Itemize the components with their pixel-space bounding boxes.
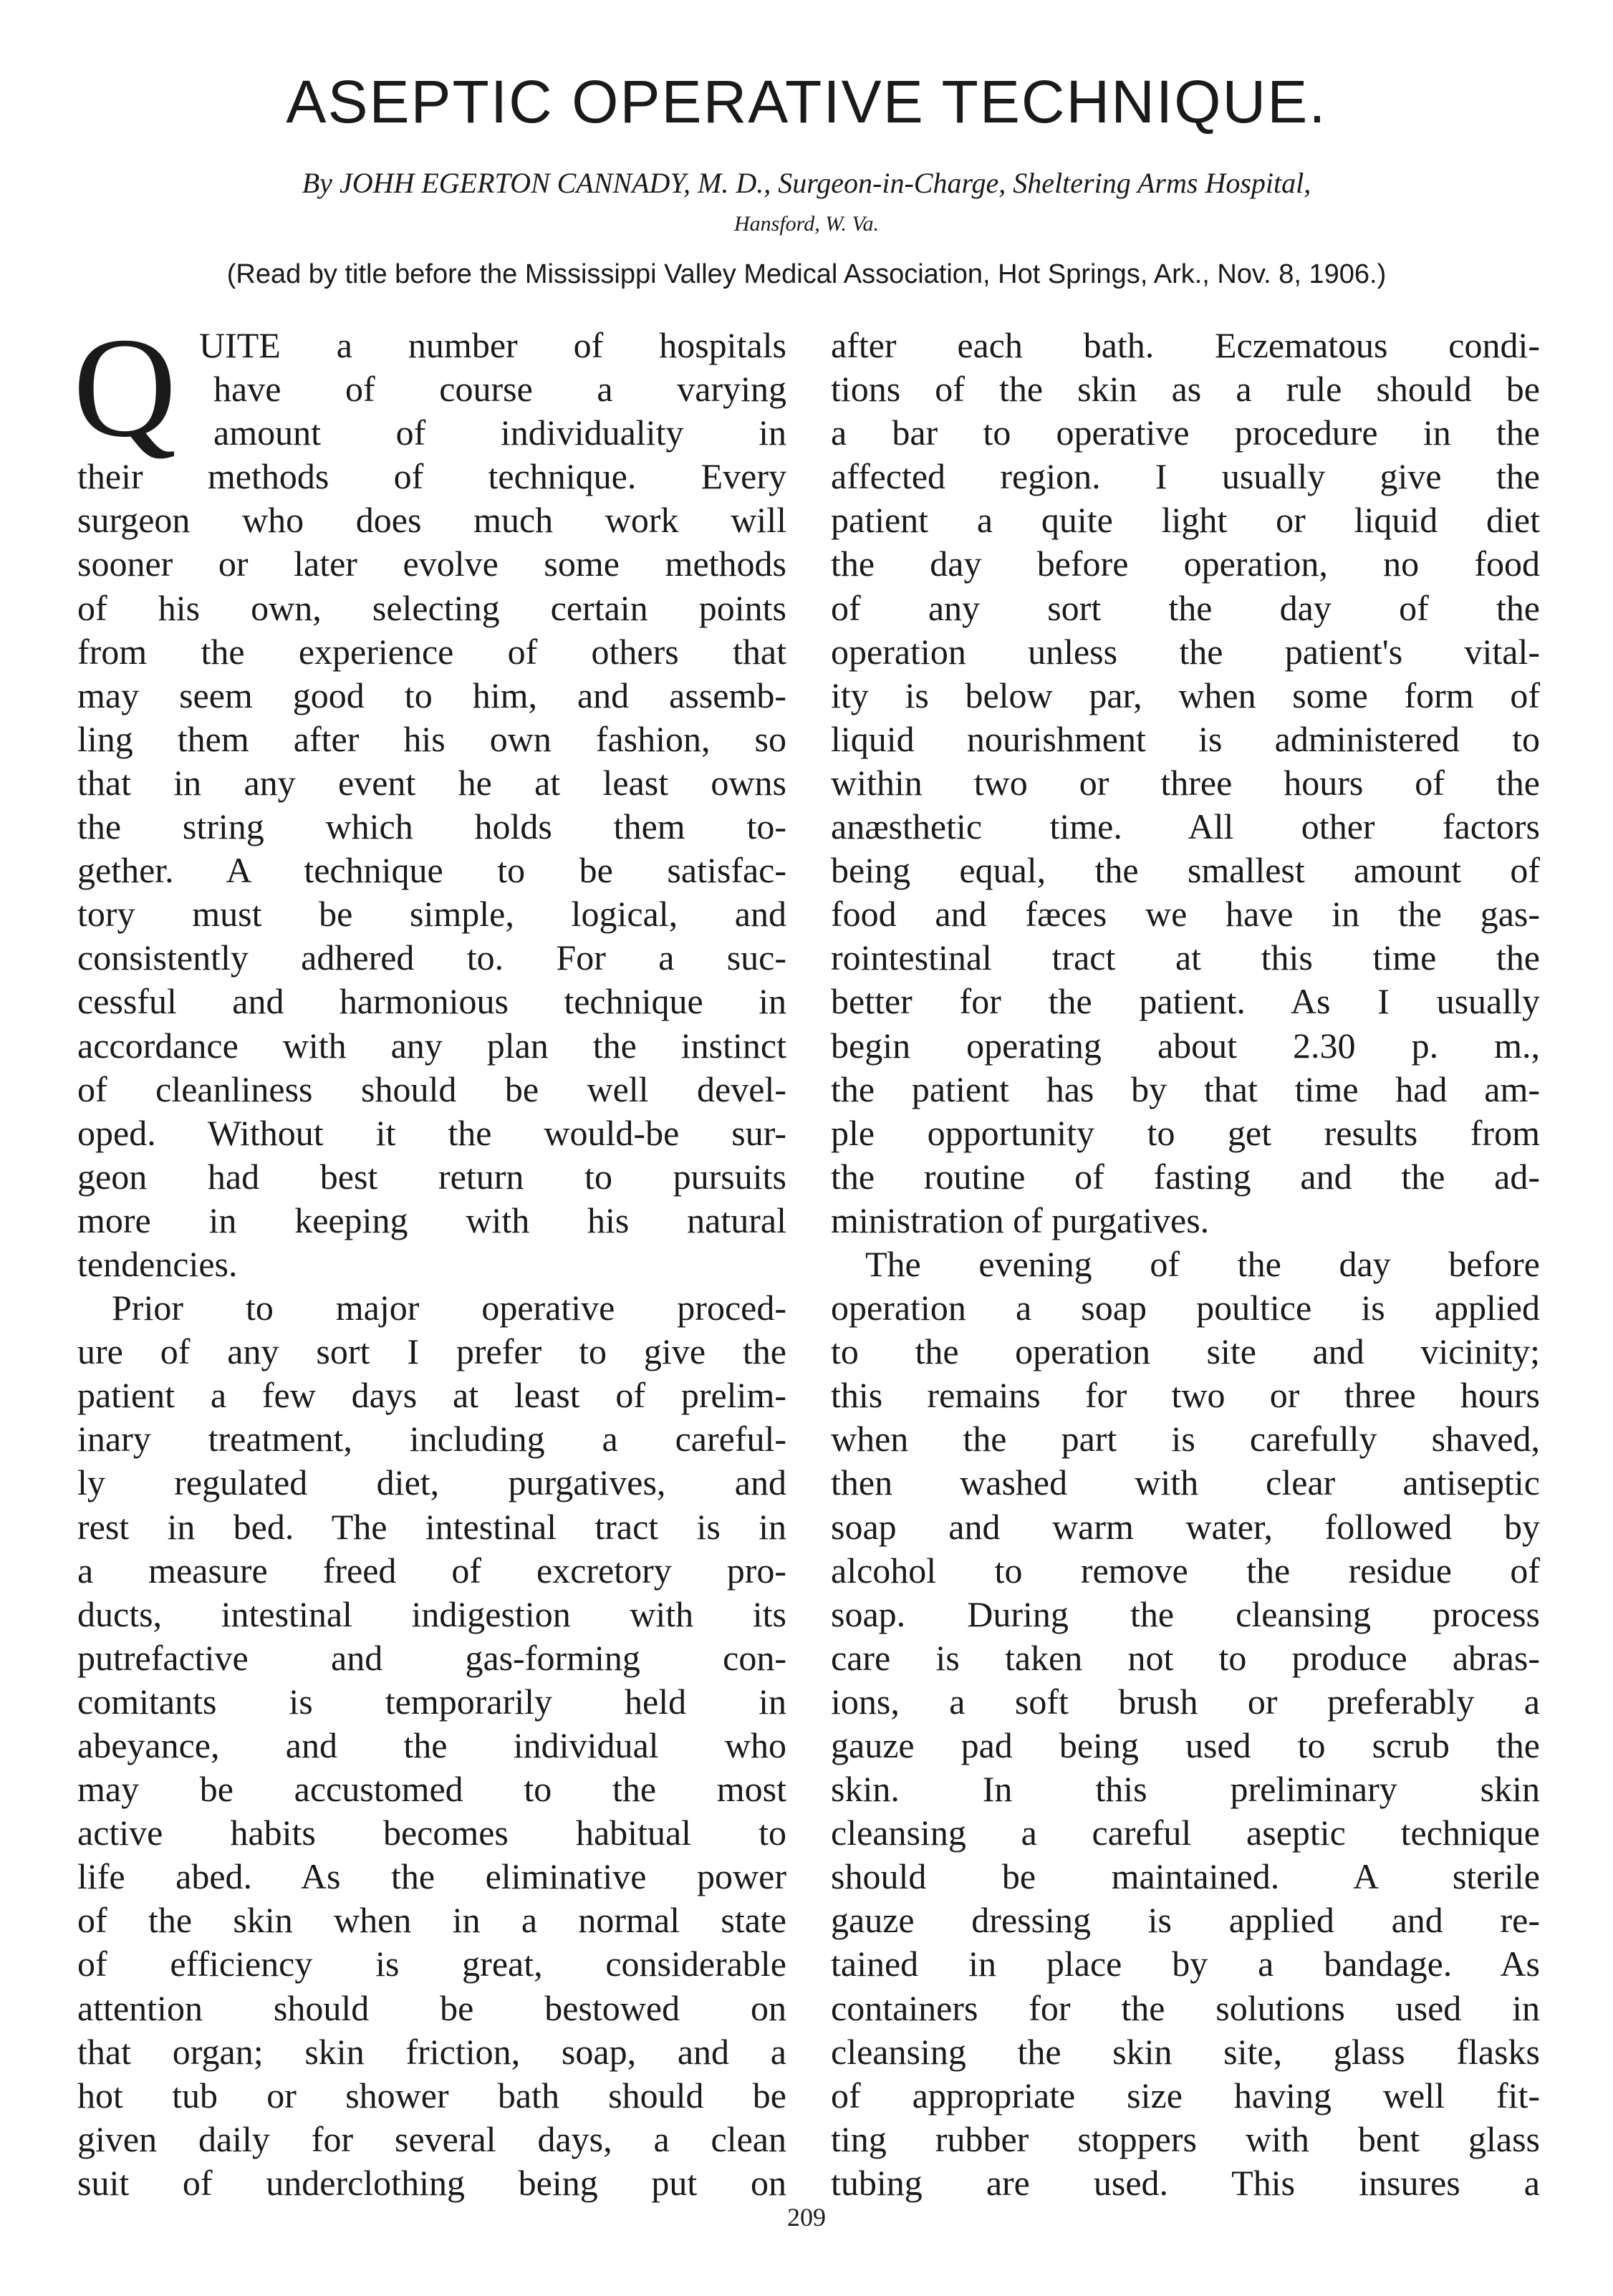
text-line: tory must be simple, logical, and [77, 894, 786, 935]
text-line: that in any event he at least owns [77, 762, 786, 803]
text-line: should be maintained. A sterile [831, 1856, 1540, 1897]
text-line: better for the patient. As I usually [831, 981, 1540, 1022]
text-line: of appropriate size having well fit- [831, 2075, 1540, 2116]
text-line: cessful and harmonious technique in [77, 981, 786, 1022]
text-line: ions, a soft brush or preferably a [831, 1681, 1540, 1722]
text-line: when the part is carefully shaved, [831, 1419, 1540, 1460]
text-line: from the experience of others that [77, 631, 786, 672]
text-line: soap and warm water, followed by [831, 1506, 1540, 1547]
text-line: oped. Without it the would-be sur- [77, 1112, 786, 1153]
text-line: skin. In this preliminary skin [831, 1769, 1540, 1810]
text-line: the string which holds them to- [77, 806, 786, 847]
text-line: alcohol to remove the residue of [831, 1550, 1540, 1591]
text-line: of his own, selecting certain points [77, 587, 786, 628]
text-line: cleansing the skin site, glass flasks [831, 2031, 1540, 2072]
text-line: may seem good to him, and assemb- [77, 675, 786, 715]
text-line: begin operating about 2.30 p. m., [831, 1025, 1540, 1066]
text-line: to the operation site and vicinity; [831, 1331, 1540, 1372]
text-line: ure of any sort I prefer to give the [77, 1331, 786, 1372]
text-line: cleansing a careful aseptic technique [831, 1813, 1540, 1853]
text-line: gether. A technique to be satisfac- [77, 850, 786, 891]
text-line: attention should be bestowed on [77, 1987, 786, 2028]
text-line: ly regulated diet, purgatives, and [77, 1462, 786, 1503]
text-line: tubing are used. This insures a [831, 2162, 1540, 2203]
presentation-note: (Read by title before the Mississippi Valley Medical Association, Hot Springs, Ark., Nov. 8, 1906.) [226, 259, 1387, 289]
article-title: ASEPTIC OPERATIVE TECHNIQUE. [286, 68, 1327, 135]
text-line: operation a soap poultice is applied [831, 1288, 1540, 1328]
text-line: The evening of the day before [865, 1243, 1540, 1284]
text-line: Prior to major operative proced- [112, 1288, 786, 1328]
text-line: within two or three hours of the [831, 762, 1540, 803]
text-line: active habits becomes habitual to [77, 1813, 786, 1853]
text-line: after each bath. Eczematous condi- [831, 325, 1540, 365]
text-line: of the skin when in a normal state [77, 1900, 786, 1941]
text-line: anæsthetic time. All other factors [831, 806, 1540, 847]
text-line: affected region. I usually give the [831, 456, 1540, 497]
text-line: abeyance, and the individual who [77, 1725, 786, 1765]
text-line: being equal, the smallest amount of [831, 850, 1540, 891]
page-number: 209 [787, 2203, 826, 2232]
text-line: a measure freed of excretory pro- [77, 1550, 786, 1591]
right-column [831, 324, 1540, 2205]
text-line: consistently adhered to. For a suc- [77, 937, 786, 978]
text-line: then washed with clear antiseptic [831, 1462, 1540, 1503]
text-line: rest in bed. The intestinal tract is in [77, 1506, 786, 1547]
text-line: liquid nourishment is administered to [831, 718, 1540, 759]
text-line: sooner or later evolve some methods [77, 544, 786, 584]
text-line: of cleanliness should be well devel- [77, 1069, 786, 1109]
text-line: operation unless the patient's vital- [831, 631, 1540, 672]
text-line: tions of the skin as a rule should be [831, 369, 1540, 410]
text-line: this remains for two or three hours [831, 1375, 1540, 1416]
text-line: patient a few days at least of prelim- [77, 1375, 786, 1416]
text-line: more in keeping with his natural [77, 1200, 786, 1240]
text-line: their methods of technique. Every [77, 456, 786, 497]
text-line: suit of underclothing being put on [77, 2162, 786, 2203]
text-line: containers for the solutions used in [831, 1987, 1540, 2028]
text-line: amount of individuality in [213, 413, 786, 453]
text-line: gauze dressing is applied and re- [831, 1900, 1540, 1941]
opening-paragraph [73, 309, 786, 467]
text-line: ducts, intestinal indigestion with its [77, 1593, 786, 1634]
text-line: may be accustomed to the most [77, 1769, 786, 1810]
text-line: ple opportunity to get results from [831, 1112, 1540, 1153]
text-line: life abed. As the eliminative power [77, 1856, 786, 1897]
text-line: given daily for several days, a clean [77, 2118, 786, 2159]
text-line: the day before operation, no food [831, 544, 1540, 584]
text-line: ling them after his own fashion, so [77, 718, 786, 759]
text-line: hot tub or shower bath should be [77, 2075, 786, 2116]
text-line: ity is below par, when some form of [831, 675, 1540, 715]
text-line: care is taken not to produce abras- [831, 1637, 1540, 1678]
text-line: accordance with any plan the instinct [77, 1025, 786, 1066]
text-line: surgeon who does much work will [77, 500, 786, 541]
author-byline: By JOHH EGERTON CANNADY, M. D., Surgeon-in-Charge, Sheltering Arms Hospital, [302, 167, 1311, 199]
text-line: food and fæces we have in the gas- [831, 894, 1540, 935]
text-line: ministration of purgatives. [831, 1200, 1210, 1240]
text-line: tained in place by a bandage. As [831, 1944, 1540, 1984]
text-line: gauze pad being used to scrub the [831, 1725, 1540, 1765]
text-line: soap. During the cleansing process [831, 1593, 1540, 1634]
text-line: comitants is temporarily held in [77, 1681, 786, 1722]
text-line: have of course a varying [213, 369, 786, 410]
left-column [73, 309, 786, 2205]
author-location: Hansford, W. Va. [734, 212, 879, 236]
text-line: the patient has by that time had am- [831, 1069, 1540, 1109]
text-line: the routine of fasting and the ad- [831, 1156, 1540, 1197]
text-line: of any sort the day of the [831, 587, 1540, 628]
text-line: geon had best return to pursuits [77, 1156, 786, 1197]
text-line: patient a quite light or liquid diet [831, 500, 1540, 541]
drop-cap: Q [73, 309, 177, 467]
text-line: tendencies. [77, 1243, 238, 1284]
text-line: ting rubber stoppers with bent glass [831, 2118, 1540, 2159]
text-line: inary treatment, including a careful- [77, 1419, 786, 1460]
text-line: that organ; skin friction, soap, and a [77, 2031, 786, 2072]
text-line: putrefactive and gas-forming con- [77, 1637, 786, 1678]
text-line: UITE a number of hospitals [199, 325, 786, 365]
text-line: of efficiency is great, considerable [77, 1944, 786, 1984]
text-line: a bar to operative procedure in the [831, 413, 1540, 453]
text-line: rointestinal tract at this time the [831, 937, 1540, 978]
